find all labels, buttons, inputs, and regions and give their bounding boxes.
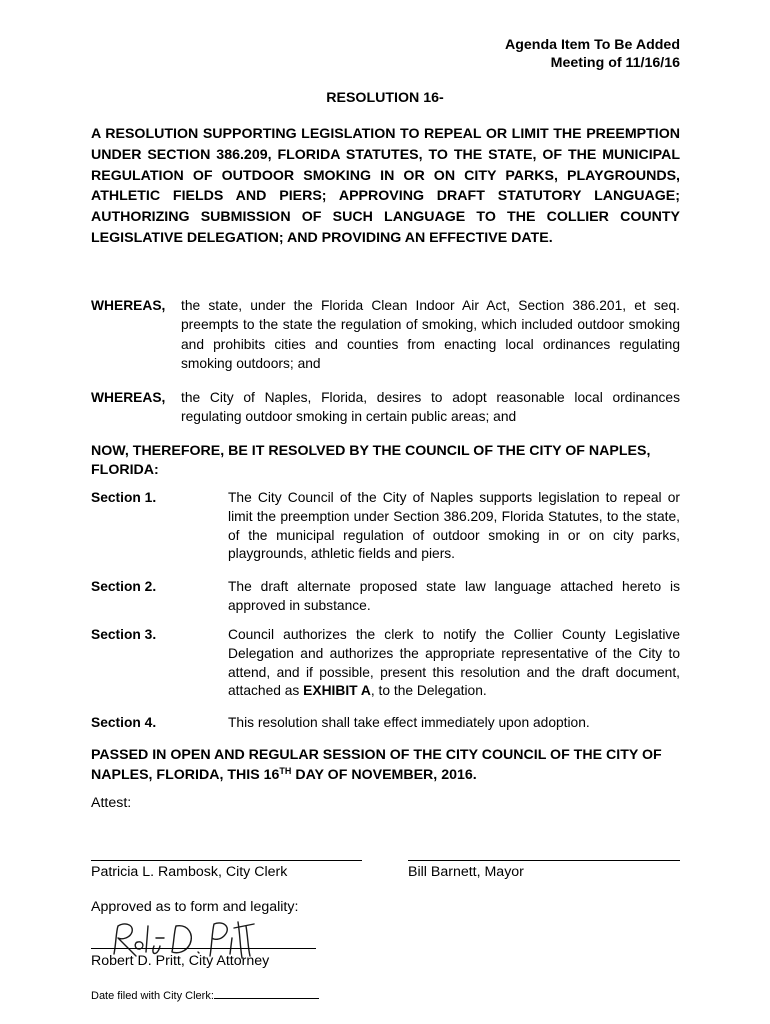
resolution-title: A RESOLUTION SUPPORTING LEGISLATION TO REPEAL OR LIMIT THE PREEMPTION UNDER SECTION 386.209, FLORIDA STATUTES, TO THE STATE, OF THE MUNICIPAL REGULATION OF OUTDOOR SMOKING IN OR ON CITY PARKS, PLAYGROUNDS, ATHLETIC FIELDS AND PIERS; APPROVING DRAFT STATUTORY LANGUAGE; AUTHORIZING SUBMISSION OF SUCH LANGUAGE TO THE COLLIER COUNTY LEGISLATIVE DELEGATION; AND PROVIDING AN EFFECTIVE DATE. <box>91 126 680 246</box>
meeting-date-label: Meeting of 11/16/16 <box>550 55 680 71</box>
attorney-signature-line <box>91 948 316 949</box>
agenda-header <box>505 36 680 72</box>
day-ordinal-suffix: TH <box>279 766 292 776</box>
section-4 <box>91 714 680 733</box>
whereas-text: the City of Naples, Florida, desires to adopt reasonable local ordinances regulating outdoor smoking in certain public areas; and <box>181 390 680 425</box>
agenda-item-label: Agenda Item To Be Added <box>505 37 680 53</box>
section-label: Section 1. <box>91 490 157 505</box>
approved-as-to-form-label: Approved as to form and legality: <box>91 899 299 915</box>
passed-text: PASSED IN OPEN AND REGULAR SESSION OF THE CITY COUNCIL OF THE CITY OF NAPLES, FLORIDA, THIS 16 <box>91 747 662 783</box>
section-text: This resolution shall take effect immediately upon adoption. <box>228 715 590 730</box>
section-text <box>228 626 680 701</box>
section-3 <box>91 626 680 701</box>
clerk-signature-label: Patricia L. Rambosk, City Clerk <box>91 864 288 880</box>
exhibit-a-emphasis: EXHIBIT A <box>303 683 371 699</box>
section-text: The draft alternate proposed state law language attached hereto is approved in substance. <box>228 579 680 613</box>
section-text-part: Council authorizes the clerk to notify the Collier County Legislative Delegation and authorizes the appropriate representative of the City to attend, and if possible, present this resolution and the draft document, attached as <box>228 627 680 699</box>
whereas-clause-1 <box>91 296 680 374</box>
passed-text-end: DAY OF NOVEMBER, 2016. <box>291 767 477 783</box>
date-filed-blank <box>214 988 319 999</box>
section-text: The City Council of the City of Naples supports legislation to repeal or limit the preemption under Section 386.209, Florida Statutes, to the state, of the municipal regulation of outdoor smoking in or on city parks, playgrounds, athletic fields and piers. <box>228 490 680 562</box>
section-text-part: , to the Delegation. <box>370 683 487 699</box>
whereas-text: the state, under the Florida Clean Indoor Air Act, Section 386.201, et seq. preempts to the state the regulation of smoking, which included outdoor smoking and prohibits cities and counties from enacting local ordinances regulating smoking outdoors; and <box>181 298 680 372</box>
mayor-signature-line <box>408 860 680 861</box>
section-label: Section 2. <box>91 579 157 594</box>
attorney-signature-label: Robert D. Pritt, City Attorney <box>91 953 270 969</box>
date-filed-label: Date filed with City Clerk: <box>91 990 214 1002</box>
section-label: Section 4. <box>91 715 157 730</box>
now-therefore-clause: NOW, THEREFORE, BE IT RESOLVED BY THE COUNCIL OF THE CITY OF NAPLES, FLORIDA: <box>91 443 651 478</box>
passed-clause <box>91 745 680 785</box>
attest-label: Attest: <box>91 795 132 811</box>
section-2 <box>91 578 680 616</box>
section-1 <box>91 489 680 564</box>
whereas-label: WHEREAS, <box>91 390 166 405</box>
mayor-signature-label: Bill Barnett, Mayor <box>408 864 524 880</box>
whereas-clause-2 <box>91 388 680 427</box>
section-label: Section 3. <box>91 627 157 642</box>
whereas-label: WHEREAS, <box>91 298 166 313</box>
date-filed-field <box>91 988 319 1002</box>
resolution-number: RESOLUTION 16- <box>326 90 444 106</box>
clerk-signature-line <box>91 860 362 861</box>
